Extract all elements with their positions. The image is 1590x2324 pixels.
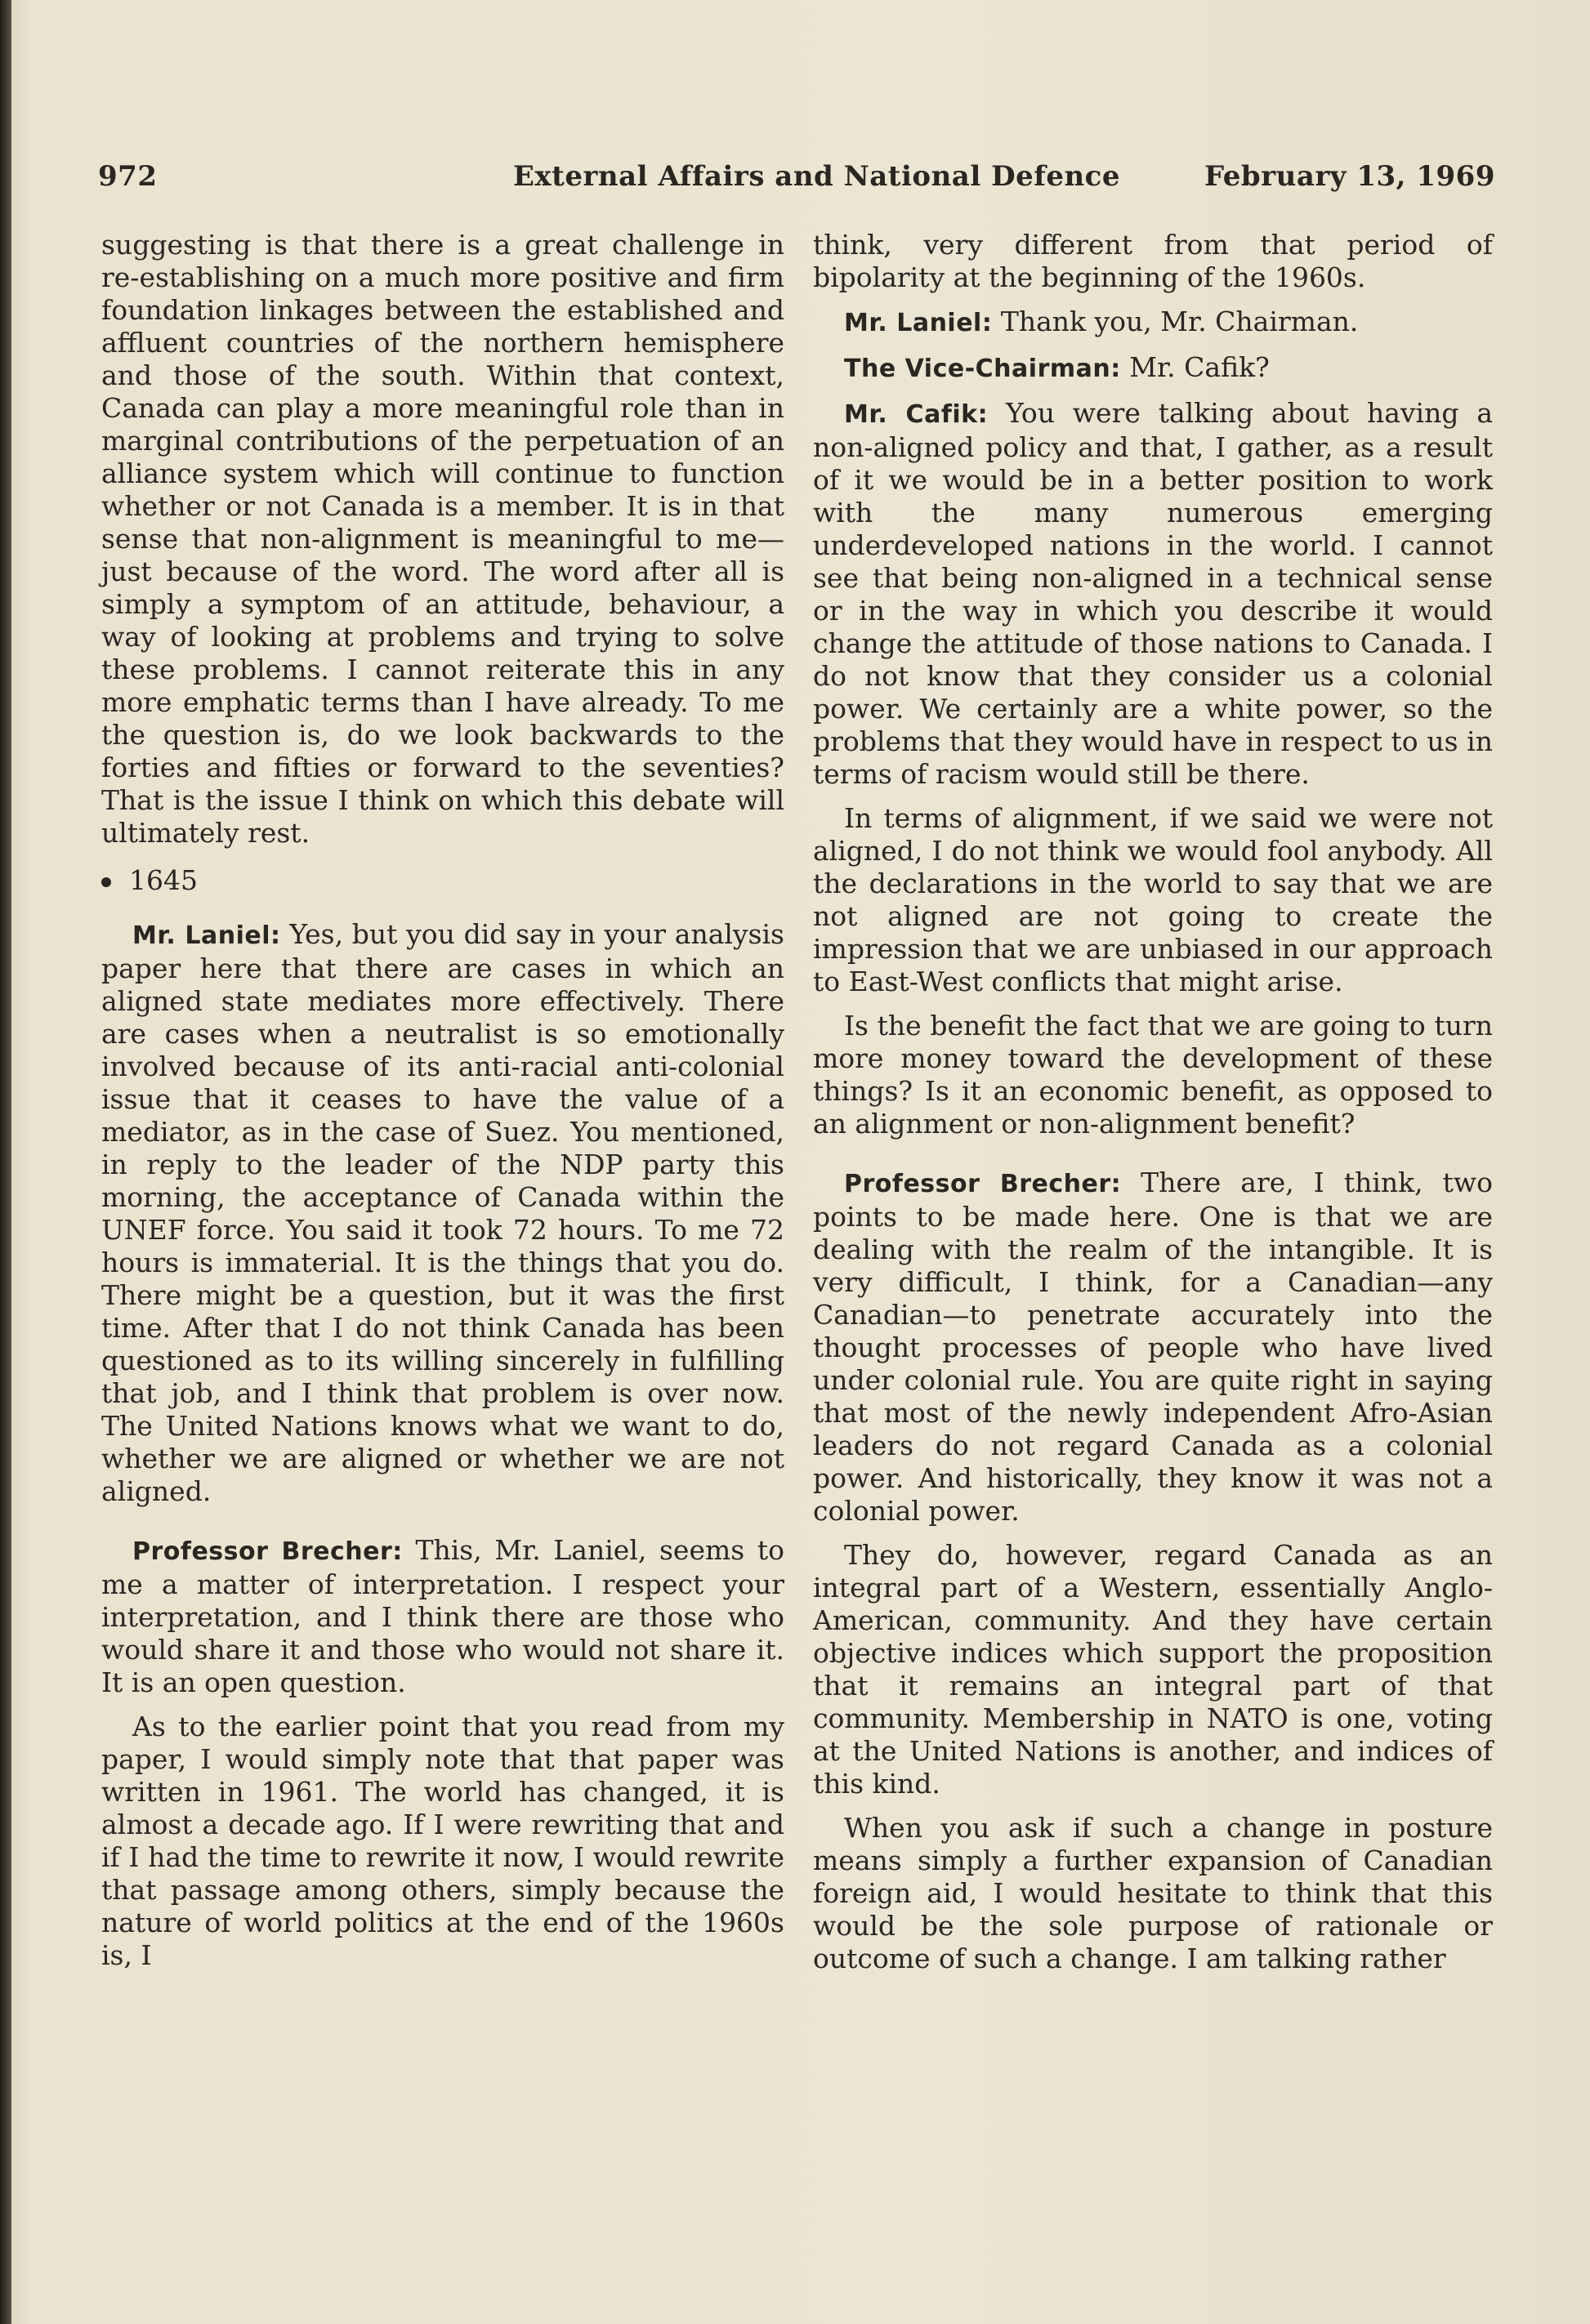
- paragraph: In terms of alignment, if we said we were not aligned, I do not think we would fool anybody. All the declarations in the world to say that we are not aligned are not going to create the impression that we are unbiased in our approach to East-West conflicts that might arise.: [813, 802, 1493, 997]
- speech-laniel: [813, 306, 1493, 340]
- left-column: [101, 229, 784, 1983]
- header-date: February 13, 1969: [1204, 160, 1495, 193]
- running-title: External Affairs and National Defence: [513, 160, 1121, 193]
- speaker-name: Mr. Laniel:: [132, 921, 281, 950]
- speech-brecher: [813, 1166, 1493, 1528]
- speech-laniel: [101, 918, 784, 1508]
- speaker-name: The Vice-Chairman:: [844, 355, 1121, 383]
- speech-text: Yes, but you did say in your analysis paper here that there are cases in which an aligned state mediates more effectively. There are cases when a neutralist is so emotionally involved because of its anti-racial anti-colonial issue that it ceases to have the value of a mediator, as in the case of Suez. You mentioned, in reply to the leader of the NDP party this morning, the acceptance of Canada within the UNEF force. You said it took 72 hours. To me 72 hours is immaterial. It is the things that you do. There might be a question, but it was the first time. After that I do not think Canada has been questioned as to its willing sincerely in fulfilling that job, and I think that problem is over now. The United Nations knows what we want to do, whether we are aligned or whether we are not aligned.: [101, 918, 784, 1507]
- speaker-name: Professor Brecher:: [844, 1170, 1122, 1198]
- running-header: [98, 160, 1495, 201]
- paragraph: suggesting is that there is a great challenge in re-establishing on a much more positive and firm foundation linkages between the established and affluent countries of the northern hemisphere and those of the south. Within that context, Canada can play a more meaningful role than in marginal contributions of the perpetuation of an alliance system which will continue to function whether or not Canada is a member. It is in that sense that non-alignment is meaningful to me—just because of the word. The word after all is simply a symptom of an attitude, behaviour, a way of looking at problems and trying to solve these problems. I cannot reiterate this in any more emphatic terms than I have already. To me the question is, do we look backwards to the forties and fifties or forward to the seventies? That is the issue I think on which this debate will ultimately rest.: [101, 229, 784, 849]
- book-spine-edge: [0, 0, 11, 2324]
- speaker-name: Mr. Cafik:: [844, 400, 989, 429]
- paragraph: think, very different from that period of bipolarity at the beginning of the 1960s.: [813, 229, 1493, 293]
- paragraph: As to the earlier point that you read from my paper, I would simply note that that paper was written in 1961. The world has changed, it is almost a decade ago. If I were rewriting that and if I had the time to rewrite it now, I would rewrite that passage among others, simply because the nature of world politics at the end of the 1960s is, I: [101, 1711, 784, 1971]
- bullet-icon: [101, 877, 111, 887]
- speech-brecher: [101, 1534, 784, 1699]
- speech-text: There are, I think, two points to be made here. One is that we are dealing with the realm of the intangible. It is very difficult, I think, for a Canadian—any Canadian—to penetrate accurately into the thought processes of people who have lived under colonial rule. You are quite right in saying that most of the newly independent Afro-Asian leaders do not regard Canada as a colonial power. And historically, they know it was not a colonial power.: [813, 1166, 1494, 1527]
- speech-text: This, Mr. Laniel, seems to me a matter of interpretation. I respect your interpretation, and I think there are those who would share it and those who would not share it. It is an open question.: [101, 1534, 784, 1698]
- paragraph: When you ask if such a change in posture means simply a further expansion of Canadian foreign aid, I would hesitate to think that this would be the sole purpose of rationale or outcome of such a change. I am talking rather: [813, 1812, 1493, 1974]
- paragraph: Is the benefit the fact that we are going to turn more money toward the development of these things? Is it an economic benefit, as opposed to an alignment or non-alignment benefit?: [813, 1010, 1493, 1140]
- speech-text: Thank you, Mr. Chairman.: [992, 306, 1359, 337]
- speech-vice-chairman: [813, 351, 1493, 386]
- time-marker-text: 1645: [129, 864, 198, 896]
- speaker-name: Professor Brecher:: [132, 1537, 403, 1566]
- page-number: 972: [98, 160, 158, 193]
- paragraph: They do, however, regard Canada as an integral part of a Western, essentially Anglo-American, community. And they have certain objective indices which support the proposition that it remains an integral part of that community. Membership in NATO is one, voting at the United Nations is another, and indices of this kind.: [813, 1539, 1493, 1800]
- time-marker: [101, 864, 784, 897]
- right-column: [813, 229, 1493, 1987]
- speech-text: You were talking about having a non-aligned policy and that, I gather, as a result of it we would be in a better position to work with the many numerous emerging underdeveloped nations in the world. I cannot see that being non-aligned in a technical sense or in the way in which you describe it would change the attitude of those nations to Canada. I do not know that they consider us a colonial power. We certainly are a white power, so the problems that they would have in respect to us in terms of racism would still be there.: [813, 397, 1493, 790]
- speech-cafik: [813, 397, 1493, 791]
- speaker-name: Mr. Laniel:: [844, 309, 993, 337]
- speech-text: Mr. Cafik?: [1120, 351, 1270, 383]
